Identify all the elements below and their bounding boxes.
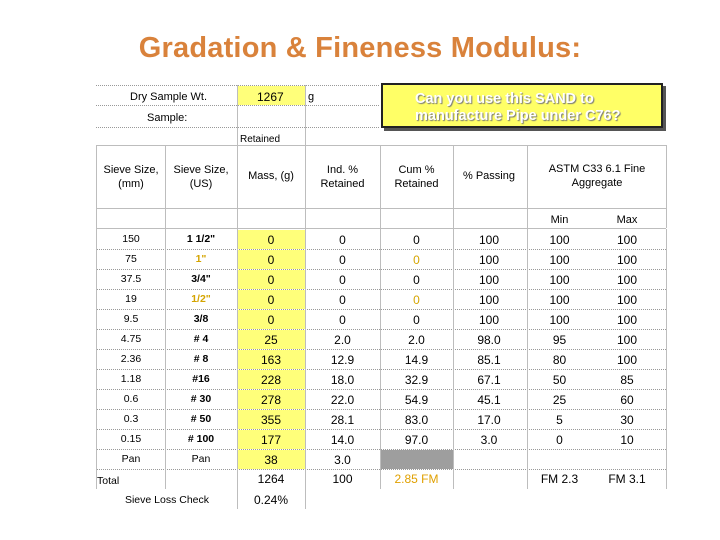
cell-max: 100 — [616, 253, 638, 267]
total-label: Total — [97, 475, 120, 487]
cell-max: 85 — [620, 373, 634, 387]
cell-min: 95 — [552, 333, 567, 347]
cell-cum: 97.0 — [404, 433, 429, 447]
cell-min: 5 — [556, 413, 563, 427]
cell-ind: 22.0 — [330, 393, 355, 407]
retained-label: Retained — [240, 134, 281, 145]
cell-mm: 0.3 — [123, 413, 139, 425]
cell-us: # 100 — [187, 433, 215, 445]
cell-min: 80 — [552, 353, 567, 367]
cell-pass: 85.1 — [477, 353, 501, 367]
cell-mass: 0 — [267, 273, 275, 287]
cell-pass: 67.1 — [477, 373, 501, 387]
cell-ind: 2.0 — [334, 333, 351, 347]
cell-pass: 100 — [478, 273, 500, 287]
cell-mm: 9.5 — [123, 313, 139, 325]
total-fm: 2.85 FM — [394, 472, 439, 486]
cell-pass: 45.1 — [477, 393, 501, 407]
cell-pass: 3.0 — [480, 433, 498, 447]
cell-ind: 0 — [339, 253, 346, 267]
cell-mm: 19 — [125, 293, 137, 305]
total-mass: 1264 — [257, 472, 285, 486]
cell-cum: 0 — [413, 253, 420, 267]
cell-min: 25 — [552, 393, 567, 407]
header-ind-retained: Ind. % Retained — [320, 164, 365, 190]
cell-mm: 0.15 — [120, 433, 142, 445]
cell-cum: 54.9 — [404, 393, 429, 407]
header-sieve-us: Sieve Size, (US) — [173, 164, 229, 190]
cell-ind: 28.1 — [330, 413, 355, 427]
cell-mass: 355 — [260, 413, 282, 427]
cell-mm: 0.6 — [123, 393, 139, 405]
cell-us: # 30 — [190, 393, 212, 405]
cell-pass: 100 — [478, 313, 500, 327]
sieve-loss-label: Sieve Loss Check — [124, 494, 210, 506]
cell-mass: 278 — [260, 393, 282, 407]
cell-max: 100 — [616, 333, 638, 347]
cell-ind: 0 — [339, 233, 346, 247]
cell-max: 100 — [616, 313, 638, 327]
cell-min: 0 — [556, 433, 563, 447]
cell-ind: 18.0 — [330, 373, 355, 387]
cell-mm: 2.36 — [120, 353, 142, 365]
cell-cum: 0 — [413, 233, 420, 247]
cell-pass: 100 — [478, 253, 500, 267]
cell-cum: 0 — [413, 293, 420, 307]
pan-mm: Pan — [121, 453, 141, 465]
cell-cum: 83.0 — [404, 413, 429, 427]
cell-us: # 4 — [193, 333, 209, 345]
cell-us: 1" — [195, 253, 207, 265]
pan-ind: 3.0 — [334, 453, 351, 467]
header-mass: Mass, (g) — [248, 170, 294, 182]
cell-mm: 75 — [125, 253, 137, 265]
cell-pass: 100 — [478, 233, 500, 247]
cell-mass: 177 — [260, 433, 282, 447]
total-ind: 100 — [332, 472, 353, 486]
question-callout — [381, 83, 663, 128]
cell-pass: 100 — [478, 293, 500, 307]
cell-max: 10 — [620, 433, 634, 447]
header-passing: % Passing — [463, 170, 515, 182]
cell-min: 100 — [549, 273, 570, 287]
dry-sample-unit: g — [308, 91, 315, 103]
cell-us: 1 1/2" — [186, 233, 216, 245]
cell-min: 100 — [549, 253, 570, 267]
cell-mass: 163 — [260, 353, 282, 367]
cell-cum: 0 — [413, 273, 420, 287]
cell-min: 100 — [549, 233, 570, 247]
cell-us: #16 — [192, 373, 210, 385]
cell-cum: 0 — [413, 313, 420, 327]
cell-pass: 17.0 — [477, 413, 501, 427]
cell-max: 30 — [620, 413, 634, 427]
pan-us: Pan — [191, 453, 211, 465]
cell-us: 3/8 — [193, 313, 209, 325]
cell-mm: 150 — [122, 233, 140, 245]
header-cum-retained: Cum % Retained — [394, 164, 439, 190]
cell-mm: 1.18 — [120, 373, 142, 385]
cell-cum: 2.0 — [408, 333, 425, 347]
sample-label: Sample: — [147, 112, 188, 124]
page-title: Gradation & Fineness Modulus: — [138, 32, 582, 64]
callout-text: Can you use this SAND to manufacture Pipe under C76? — [415, 91, 621, 124]
cell-mass: 25 — [264, 333, 278, 347]
cell-cum: 32.9 — [404, 373, 429, 387]
total-astm-max: FM 3.1 — [608, 472, 646, 486]
cell-ind: 0 — [339, 293, 346, 307]
cell-ind: 14.0 — [330, 433, 355, 447]
cell-mm: 4.75 — [120, 333, 142, 345]
total-astm-min: FM 2.3 — [540, 472, 579, 486]
cell-mass: 0 — [267, 233, 275, 247]
cell-max: 100 — [616, 353, 638, 367]
pan-mass: 38 — [264, 453, 278, 467]
cell-ind: 0 — [339, 273, 346, 287]
cell-min: 50 — [552, 373, 567, 387]
cell-us: 1/2" — [191, 293, 211, 305]
cell-max: 100 — [616, 233, 638, 247]
cell-max: 100 — [616, 273, 638, 287]
cell-max: 60 — [620, 393, 634, 407]
cell-mass: 0 — [267, 313, 275, 327]
cell-ind: 12.9 — [330, 353, 355, 367]
cell-ind: 0 — [339, 313, 346, 327]
header-max: Max — [616, 214, 638, 226]
header-astm: ASTM C33 6.1 Fine Aggregate — [548, 163, 646, 189]
cell-max: 100 — [616, 293, 638, 307]
sieve-loss-value: 0.24% — [253, 493, 289, 507]
cell-pass: 98.0 — [477, 333, 501, 347]
cell-min: 100 — [549, 293, 570, 307]
cell-mass: 228 — [260, 373, 282, 387]
cell-cum: 14.9 — [404, 353, 429, 367]
cell-mass: 0 — [267, 293, 275, 307]
header-min: Min — [550, 214, 569, 226]
cell-mm: 37.5 — [120, 273, 142, 285]
cell-mass: 0 — [267, 253, 275, 267]
cell-us: # 8 — [193, 353, 209, 365]
pan-cum-gray-cell — [381, 450, 453, 469]
dry-sample-value: 1267 — [257, 90, 284, 104]
header-sieve-mm: Sieve Size, (mm) — [103, 164, 159, 190]
cell-us: 3/4" — [191, 273, 211, 285]
dry-sample-label: Dry Sample Wt. — [130, 91, 208, 103]
cell-min: 100 — [549, 313, 570, 327]
cell-us: # 50 — [190, 413, 212, 425]
